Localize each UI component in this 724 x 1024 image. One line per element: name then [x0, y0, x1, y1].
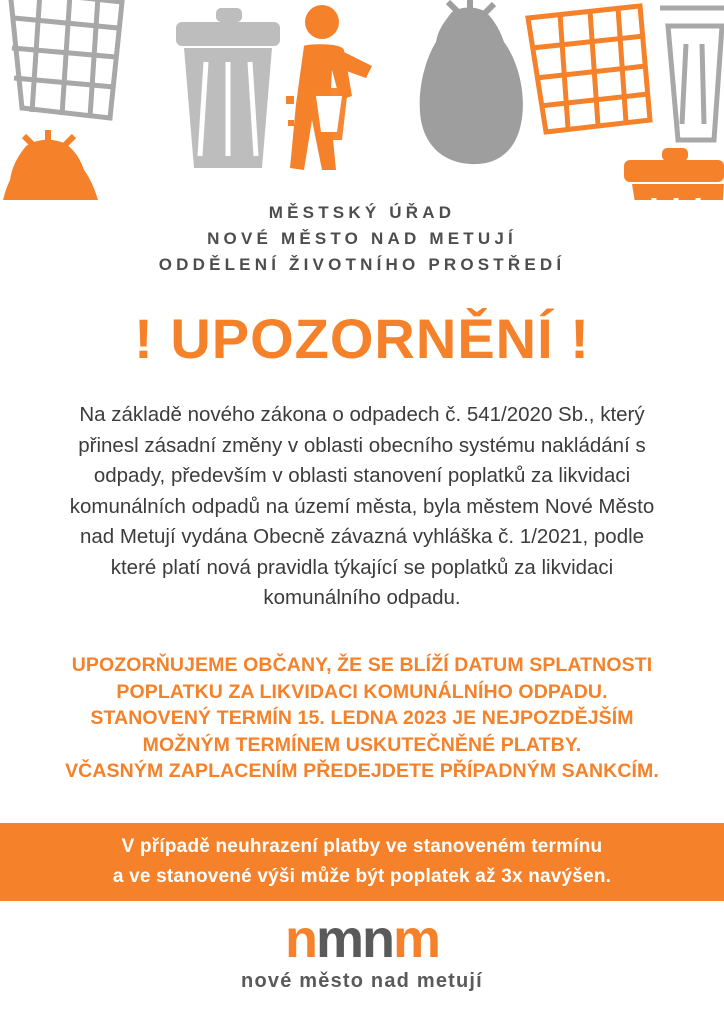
- warning-line-5: VČASNÝM ZAPLACENÍM PŘEDEJDETE PŘÍPADNÝM SANKCÍM.: [65, 760, 659, 782]
- recycling-bin-outline-orange-icon: [528, 6, 650, 132]
- body-paragraph: Na základě nového zákona o odpadech č. 541/2020 Sb., který přinesl zásadní změny v oblasti obecního systému nakládání s odpady, především v oblasti stanovení poplatků za likvidaci komunálních odpadů na území města, byla městem Nové Město nad Metují vydána Obecně závazná vyhláška č. 1/2021, podle které platí nová pravidla týkající se poplatků za likvidaci komunálního odpadu.: [69, 403, 655, 609]
- header-line-office: MĚSTSKÝ ÚŘAD: [268, 203, 456, 222]
- warning-line-4: MOŽNÝM TERMÍNEM USKUTEČNĚNÉ PLATBY.: [142, 733, 582, 756]
- garbage-bag-gray-icon: [420, 0, 523, 164]
- warning-line-1: UPOZORŇUJEME OBČANY, ŽE SE BLÍŽÍ DATUM SPLATNOSTI: [71, 654, 653, 676]
- logo-subtitle: nové město nad metují: [241, 970, 483, 992]
- person-throwing-trash-orange-icon: [290, 5, 372, 170]
- recycling-bin-outline-gray-icon: [10, 0, 122, 118]
- header-line-department: ODDĚLENÍ ŽIVOTNÍHO PROSTŘEDÍ: [158, 255, 566, 274]
- logo-mark: [284, 909, 440, 969]
- poster-header: [0, 200, 724, 278]
- falling-trash-orange-icon: [286, 88, 348, 140]
- logo-letter-m1: m: [315, 909, 362, 969]
- warning-line-3: STANOVENÝ TERMÍN 15. LEDNA 2023 JE NEJPOZDĚJŠÍM: [90, 707, 634, 729]
- trash-can-orange-icon: [624, 148, 724, 200]
- trash-can-gray-icon: [176, 8, 280, 168]
- logo-letter-n1: n: [284, 909, 316, 969]
- header-line-city: NOVÉ MĚSTO NAD METUJÍ: [207, 229, 517, 248]
- illustration-band: [0, 0, 724, 200]
- page-title: ! UPOZORNĚNÍ !: [134, 307, 590, 370]
- city-logo: [0, 909, 724, 993]
- penalty-banner-line-1: V případě neuhrazení platby ve stanoveném termínu: [121, 836, 603, 857]
- warning-line-2: POPLATKU ZA LIKVIDACI KOMUNÁLNÍHO ODPADU.: [116, 680, 608, 703]
- logo-letter-n2: n: [362, 909, 393, 969]
- warning-block: [18, 652, 706, 785]
- trash-can-outline-gray-icon: [660, 8, 724, 140]
- garbage-bag-orange-icon: [0, 130, 102, 200]
- penalty-banner: [0, 823, 724, 901]
- logo-letter-m2: m: [393, 909, 440, 969]
- trash-bag-white-overlay-icon: [316, 96, 342, 132]
- penalty-banner-line-2: a ve stanovené výši může být poplatek až 3x navýšen.: [112, 866, 612, 887]
